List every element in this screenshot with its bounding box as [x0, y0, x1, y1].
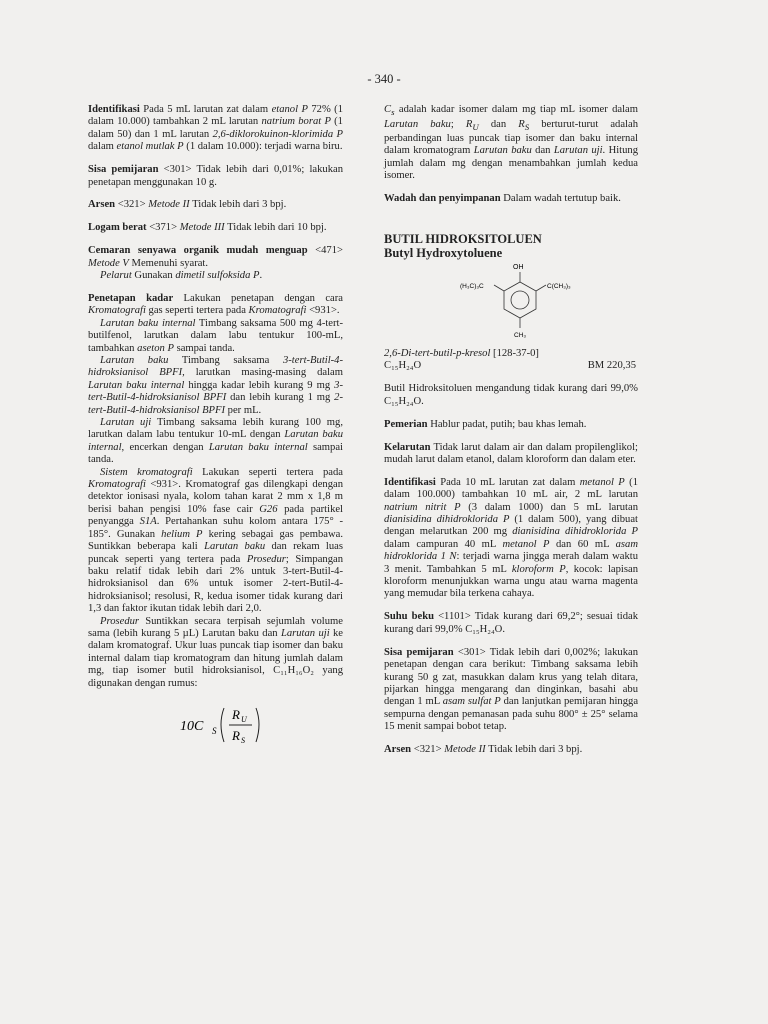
kandungan-paragraph: Butil Hidroksitoluen mengandung tidak kurang dari 99,0% C₁₅H₂₄O. [384, 383, 638, 407]
cs-definition-paragraph: $C_s$ adalah kadar isomer dalam mg tiap mL isomer dalam Larutan baku; $R_U$ dan $R_S$ berturut-turut adalah perbandingan luas puncak tiap isomer dan baku internal dalam kromatogram Larutan baku dan Larutan uji. Hitung jumlah dalam mg dengan menambahkan jumlah kedua isomer. [384, 104, 638, 182]
right-column [384, 104, 638, 756]
svg-text:CH₃: CH₃ [514, 331, 527, 339]
molecular-weight: BM 220,35 [587, 360, 636, 372]
larutan-baku-paragraph: Larutan baku Timbang saksama 3-tert-Butil-4-hidroksianisol BPFI, larutkan masing-masing dalam Larutan baku internal hingga kadar lebih kurang 9 mg 3-tert-Butil-4-hidroksianisol BPFI dan lebih kurang 1 mg 2-tert-Butil-4-hidroksianisol BPFI per mL. [88, 355, 343, 416]
assay-formula [180, 702, 300, 746]
svg-text:S: S [241, 735, 245, 745]
page-number: - 340 - [367, 72, 401, 86]
svg-text:R: R [232, 706, 240, 722]
svg-text:R: R [232, 727, 240, 743]
left-column [88, 104, 343, 750]
arsen-paragraph: Arsen <321> Metode II Tidak lebih dari 3 bpj. [88, 199, 287, 211]
svg-text:OH: OH [513, 263, 524, 271]
larutan-baku-internal-paragraph: Larutan baku internal Timbang saksama 500 mg 4-tert-butilfenol, larutkan dalam labu tentukur 100-mL, tambahkan aseton P sampai tanda. [88, 317, 343, 354]
chemical-name-line: 2,6-Di-tert-butil-p-kresol [128-37-0] [384, 347, 539, 359]
logam-berat-paragraph: Logam berat <371> Metode III Tidak lebih dari 10 bpj. [88, 222, 327, 234]
monograph-subtitle: Butyl Hydroxytoluene [384, 245, 503, 260]
arsen-bht-paragraph: Arsen <321> Metode II Tidak lebih dari 3 bpj. [384, 744, 583, 756]
sisa-pemijaran-bht-paragraph: Sisa pemijaran <301> Tidak lebih dari 0,002%; lakukan penetapan dengan cara berikut: Timbang saksama lebih kurang 50 g zat, masukkan dalam krus yang telah ditara, pijarkan hingga mengarang dan dinginkan, basahi abu dengan 1 mL asam sulfat P dan lanjutkan pemijaran hingga sempurna dengan pemanasan pada suhu 800° ± 25° selama 15 menit sampai bobot tetap. [384, 646, 639, 733]
penetapan-kadar-paragraph: Penetapan kadar Lakukan penetapan dengan cara Kromatografi gas seperti tertera pada Kromatografi <931>. [88, 292, 343, 317]
svg-text:C(CH₃)₃: C(CH₃)₃ [547, 282, 571, 290]
cemaran-paragraph: Cemaran senyawa organik mudah menguap <471> Metode V Memenuhi syarat. [88, 245, 343, 269]
wadah-paragraph: Wadah dan penyimpanan Dalam wadah tertutup baik. [384, 193, 621, 205]
sistem-kromatografi-paragraph: Sistem kromatografi Lakukan seperti tertera pada Kromatografi <931>. Kromatograf gas dilengkapi dengan detektor ionisasi nyala, kolom tahan karat 2 mm x 1,8 m berisi bahan pengisi 10% fase cair G26 pada partikel penyangga S1A. Pertahankan suhu kolom antara 175° - 185°. Gunakan helium P kering sebagai gas pembawa. Suntikkan beberapa kali Larutan baku dan rekam luas puncak seperti yang tertera pada Prosedur; Simpangan baku relatif tidak lebih dari 2% untuk 3-tert-Butil-4-hidroksianisol dan 6% untuk isomer 2-tert-Butil-4-hidroksianisol; resolusi, R, kedua isomer tidak kurang dari 1,3 dan faktor ikutan tidak lebih dari 2,0. [88, 466, 344, 615]
monograph-title: BUTIL HIDROKSITOLUEN [384, 231, 542, 246]
pelarut-paragraph: Pelarut Gunakan dimetil sulfoksida P. [100, 270, 263, 282]
svg-text:10C: 10C [180, 718, 204, 734]
kelarutan-paragraph: Kelarutan Tidak larut dalam air dan dalam propilenglikol; mudah larut dalam etanol, dalam kloroform dan dalam eter. [384, 441, 638, 465]
svg-text:S: S [212, 725, 217, 736]
sisa-pemijaran-paragraph: Sisa pemijaran <301> Tidak lebih dari 0,01%; lakukan penetapan menggunakan 10 g. [88, 164, 344, 188]
prosedur-paragraph: Prosedur Suntikkan secara terpisah sejumlah volume sama (lebih kurang 5 µL) Larutan baku dan Larutan uji ke dalam kromatograf. Ukur luas puncak tiap isomer dan baku internal dalam tiap kromatogram dan hitung jumlah dalam mg, tiap isomer butil hidroksianisol, C₁₁H₁₆O₂ yang digunakan dengan rumus: [88, 615, 343, 689]
chemical-structure [450, 262, 590, 342]
identifikasi-bht-paragraph: Identifikasi Pada 10 mL larutan zat dalam metanol P (1 dalam 100.000) tambahkan 10 mL air, 2 mL larutan natrium nitrit P (3 dalam 1000) dan 5 mL larutan dianisidina dihidroklorida P (1 dalam 500), yang dibuat dengan melarutkan 200 mg dianisidina dihidroklorida P dalam campuran 40 mL metanol P dan 60 mL asam hidroklorida 1 N: terjadi warna jingga merah dalam waktu 3 menit. Tambahkan 5 mL kloroform P, kocok: lapisan kloroform menunjukkan warna ungu atau warna magenta yang memudar bila terkena cahaya. [384, 476, 639, 600]
pemerian-paragraph: Pemerian Hablur padat, putih; bau khas lemah. [384, 418, 587, 430]
formula-row [384, 360, 638, 372]
identifikasi-paragraph: Identifikasi Pada 5 mL larutan zat dalam etanol P 72% (1 dalam 10.000) tambahkan 2 mL larutan natrium borat P (1 dalam 50) dan 1 mL larutan 2,6-diklorokuinon-klorimida P dalam etanol mutlak P (1 dalam 10.000): terjadi warna biru. [88, 104, 344, 153]
svg-text:(H₃C)₃C: (H₃C)₃C [460, 282, 484, 290]
larutan-uji-paragraph: Larutan uji Timbang saksama lebih kurang 100 mg, larutkan dalam labu tentukur 10-mL dengan Larutan baku internal, encerkan dengan Larutan baku internal sampai tanda. [88, 417, 343, 466]
suhu-beku-paragraph: Suhu beku <1101> Tidak kurang dari 69,2°; sesuai tidak kurang dari 99,0% C₁₅H₂₄O. [384, 611, 639, 635]
svg-text:U: U [241, 714, 247, 724]
molecular-formula: C₁₅H₂₄O [384, 360, 422, 372]
